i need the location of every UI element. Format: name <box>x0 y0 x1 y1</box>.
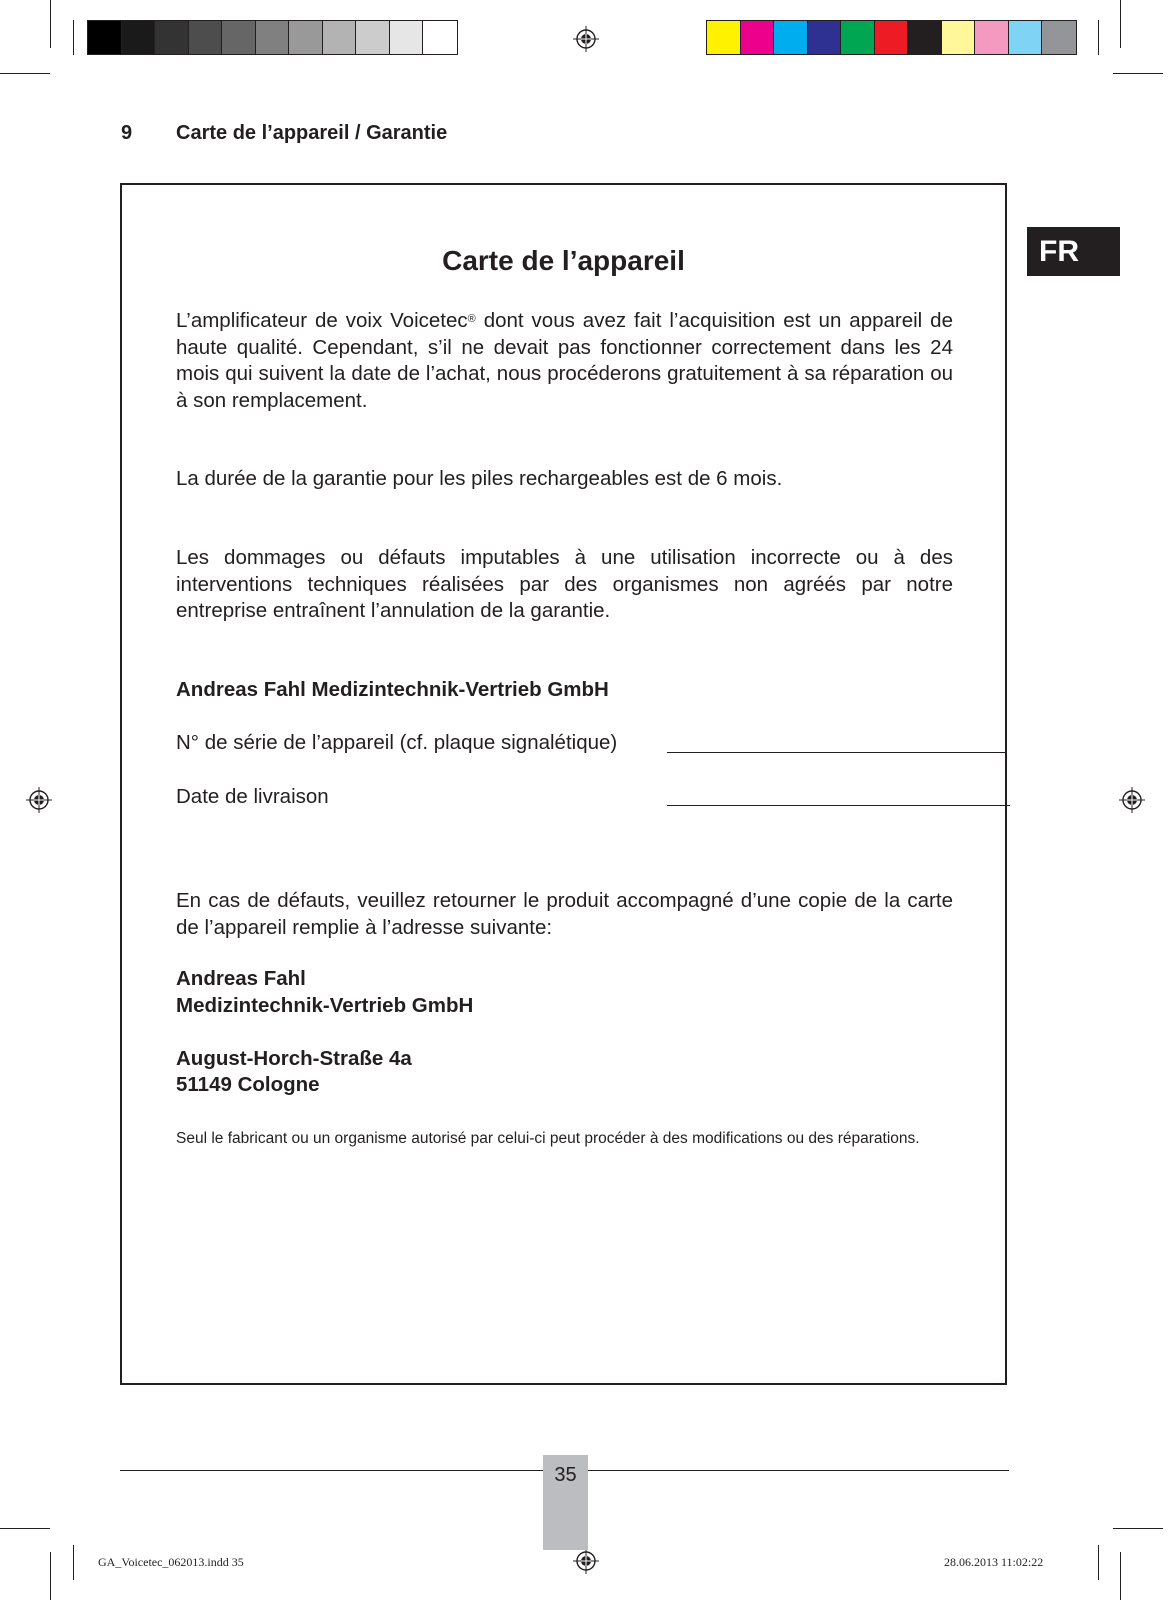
color-swatch <box>808 21 842 54</box>
color-swatch <box>390 21 424 54</box>
color-swatch <box>289 21 323 54</box>
footer-rule <box>120 1470 543 1471</box>
return-notice-paragraph: En cas de défauts, veuillez retourner le produit accompagné d’une copie de la carte de l’appareil remplie à l’adresse suivante: <box>176 889 953 939</box>
battery-warranty-paragraph: La durée de la garantie pour les piles rechargeables est de 6 mois. <box>176 467 783 490</box>
intro-text-continued: dont vous avez fait l’acquisition est un appareil de haute qualité. Cependant, s’il ne devait pas fonctionner correctement dans les 24 mois qui suivent la date de l’achat, nous procéderons gratuitement à sa réparation ou à son remplacement. <box>176 309 953 412</box>
footer-rule <box>588 1470 1009 1471</box>
color-swatch <box>707 21 741 54</box>
section-heading <box>121 122 447 145</box>
color-swatch <box>323 21 357 54</box>
crop-mark <box>1098 1545 1099 1580</box>
color-swatch <box>875 21 909 54</box>
crop-mark <box>50 0 51 48</box>
card-title: Carte de l’appareil <box>442 245 685 276</box>
slug-timestamp: 28.06.2013 11:02:22 <box>944 1555 1044 1569</box>
color-swatch <box>189 21 223 54</box>
color-swatch <box>1042 21 1076 54</box>
section-number: 9 <box>121 122 133 144</box>
color-swatch <box>122 21 156 54</box>
crop-mark <box>1113 73 1163 74</box>
crop-mark <box>1113 1528 1163 1529</box>
grayscale-color-bar <box>87 20 458 55</box>
delivery-date-fill-line[interactable] <box>667 805 1010 806</box>
company-name: Andreas Fahl Medizintechnik-Vertrieb GmbH <box>176 678 609 701</box>
intro-paragraph <box>176 308 953 414</box>
process-color-bar <box>706 20 1077 55</box>
address-city: 51149 Cologne <box>176 1073 320 1096</box>
intro-text: L’amplificateur de voix Voicetec <box>176 309 468 332</box>
crop-mark <box>0 1528 50 1529</box>
language-tab: FR <box>1027 227 1120 276</box>
color-swatch <box>841 21 875 54</box>
serial-number-label: N° de série de l’appareil (cf. plaque signalétique) <box>176 731 618 754</box>
section-title: Carte de l’appareil / Garantie <box>176 122 448 144</box>
color-swatch <box>741 21 775 54</box>
slug-filename: GA_Voicetec_062013.indd 35 <box>98 1555 244 1569</box>
crop-mark <box>1120 1552 1121 1600</box>
registration-mark-icon <box>573 26 599 52</box>
registration-mark-icon <box>1119 787 1145 813</box>
crop-mark <box>0 73 50 74</box>
color-swatch <box>942 21 976 54</box>
crop-mark <box>73 20 74 55</box>
address-line-2: Medizintechnik-Vertrieb GmbH <box>176 994 474 1017</box>
color-swatch <box>1009 21 1043 54</box>
color-swatch <box>356 21 390 54</box>
delivery-date-label: Date de livraison <box>176 785 329 808</box>
registered-mark: ® <box>467 313 476 325</box>
address-street: August-Horch-Straße 4a <box>176 1047 412 1070</box>
color-swatch <box>774 21 808 54</box>
registration-mark-icon <box>26 787 52 813</box>
color-swatch <box>423 21 457 54</box>
page-number: 35 <box>543 1455 588 1550</box>
address-line-1: Andreas Fahl <box>176 967 306 990</box>
modification-footnote: Seul le fabricant ou un organisme autorisé par celui-ci peut procéder à des modifications ou des réparations. <box>176 1130 920 1147</box>
damage-notice-paragraph: Les dommages ou défauts imputables à une utilisation incorrecte ou à des interventions techniques réalisées par des organismes non agréés par notre entreprise entraînent l’annulation de la garantie. <box>176 546 953 622</box>
registration-mark-icon <box>573 1548 599 1574</box>
color-swatch <box>155 21 189 54</box>
color-swatch <box>975 21 1009 54</box>
crop-mark <box>1098 20 1099 55</box>
crop-mark <box>1120 0 1121 48</box>
color-swatch <box>222 21 256 54</box>
crop-mark <box>73 1545 74 1580</box>
serial-number-fill-line[interactable] <box>667 752 1005 753</box>
crop-mark <box>50 1552 51 1600</box>
color-swatch <box>88 21 122 54</box>
color-swatch <box>256 21 290 54</box>
color-swatch <box>908 21 942 54</box>
